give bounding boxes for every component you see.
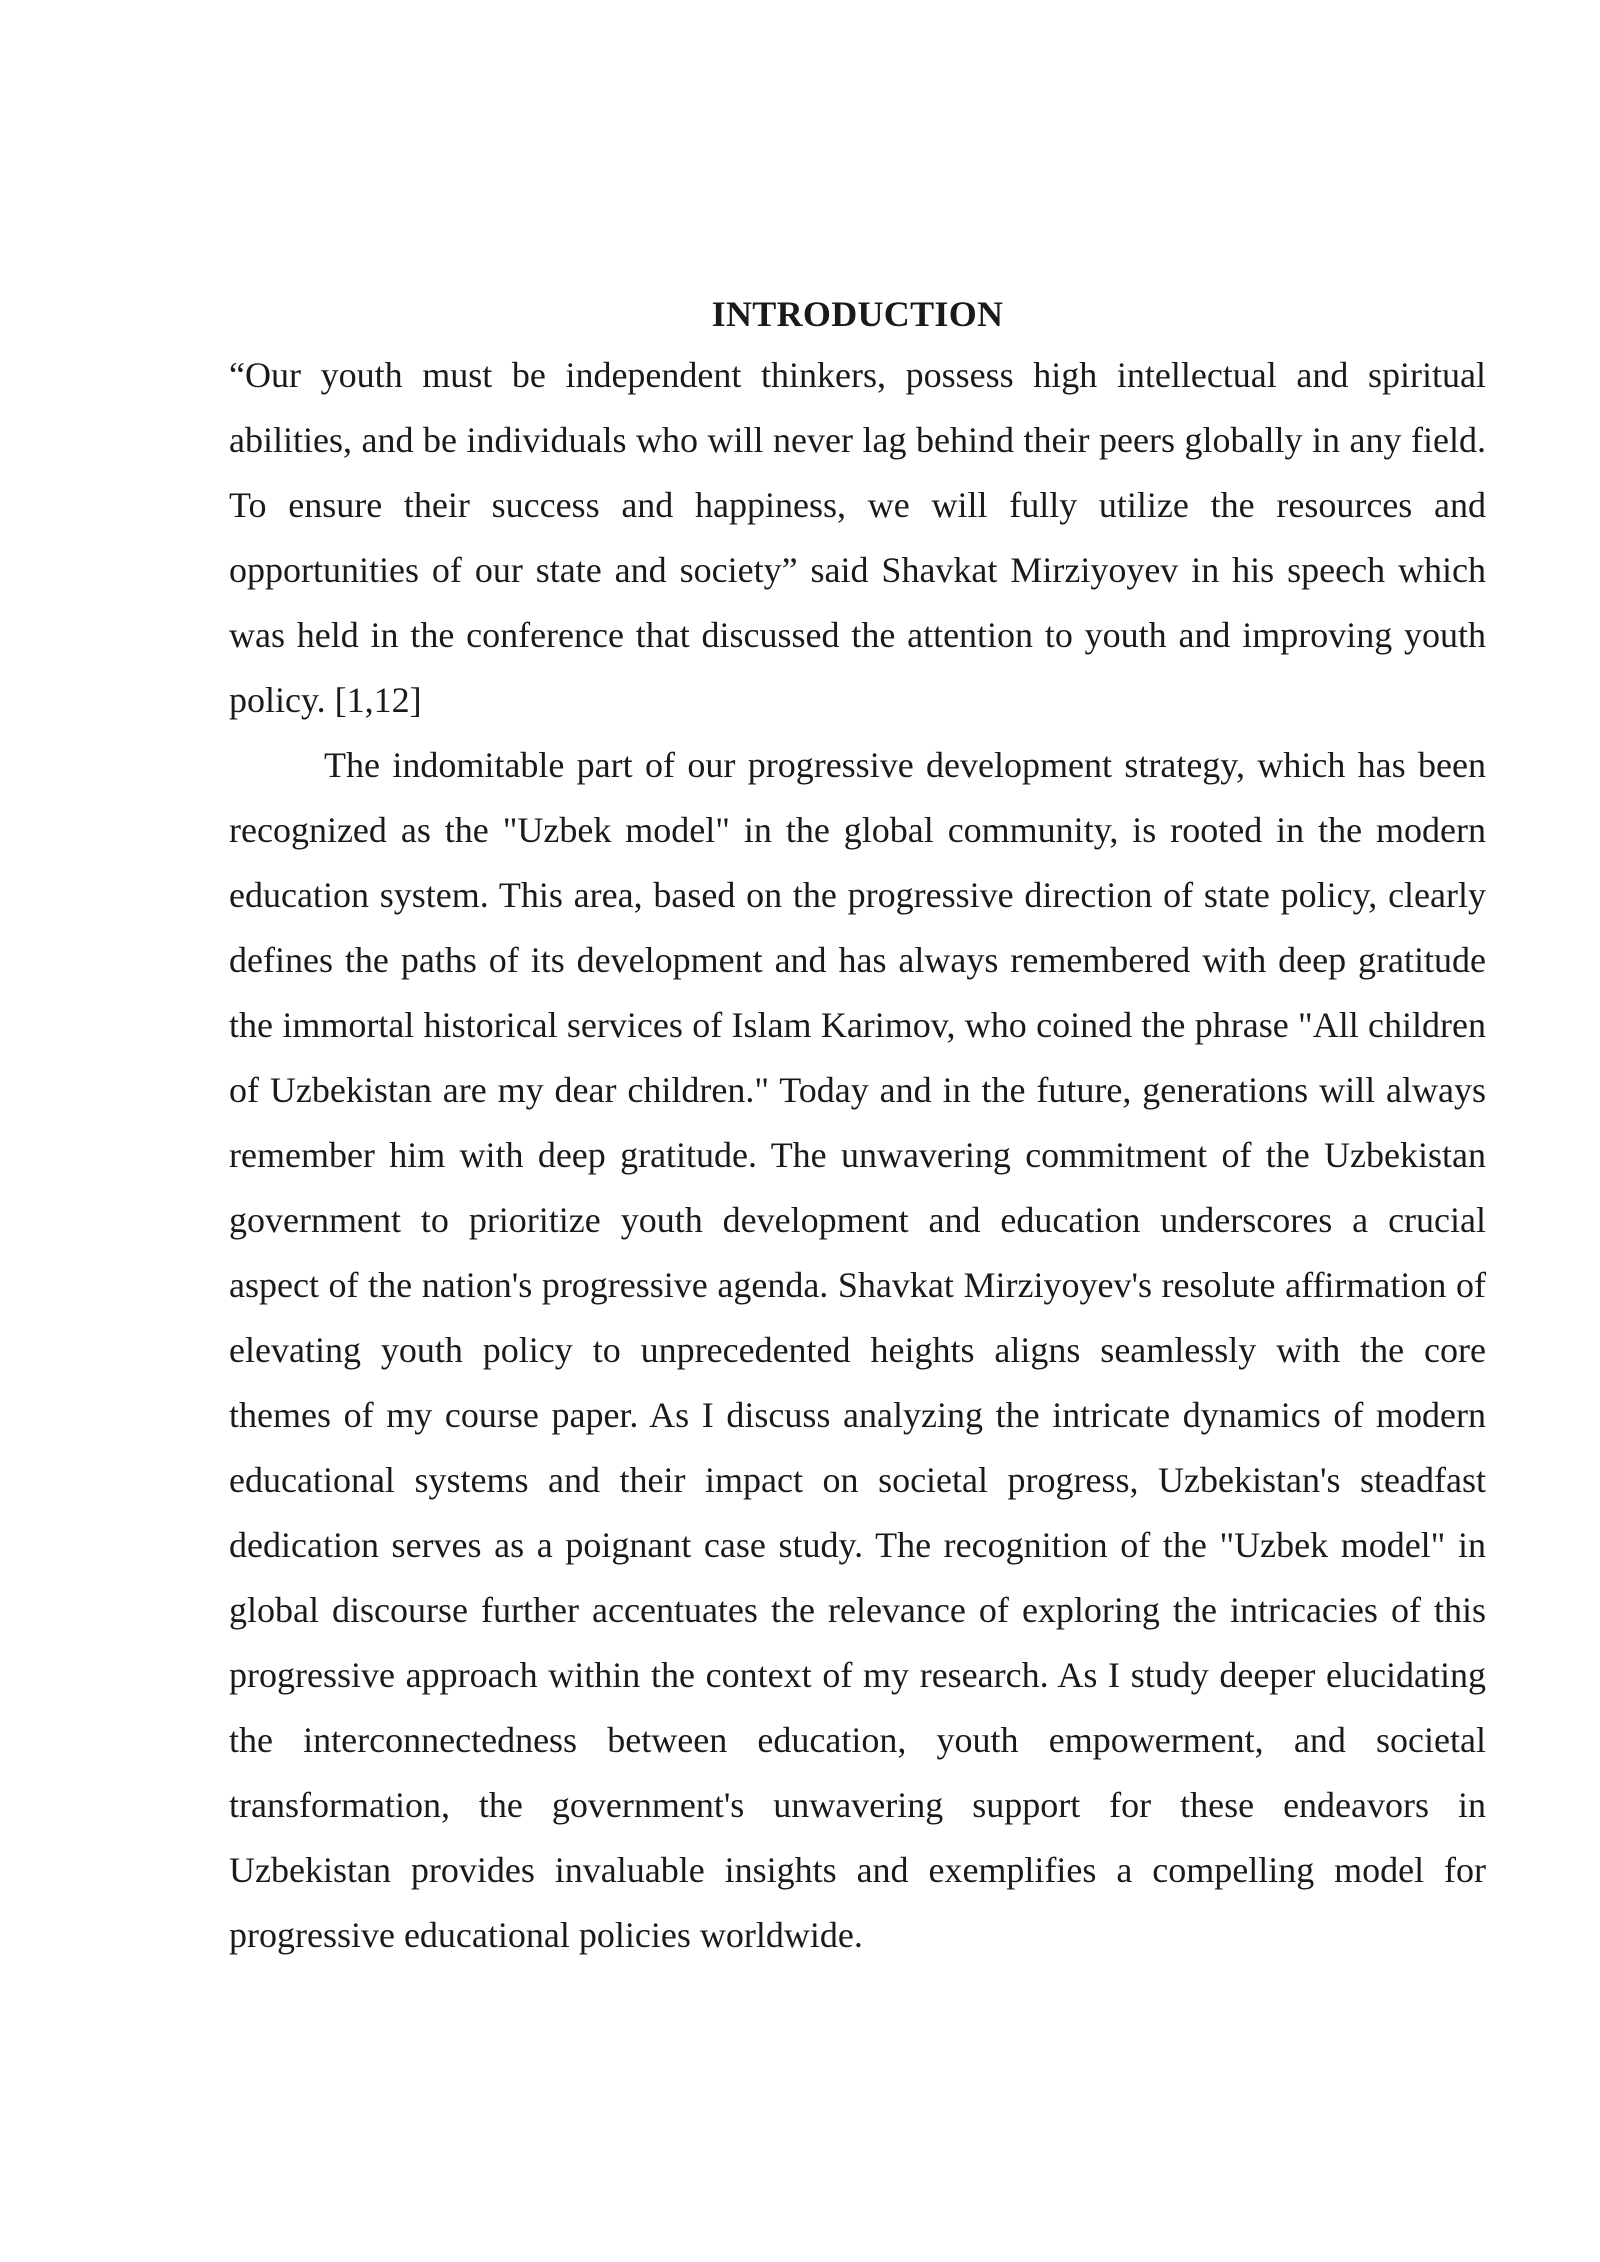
document-body	[229, 285, 1486, 1968]
body-paragraph: The indomitable part of our progressive development strategy, which has been recognized as the "Uzbek model" in the global community, is rooted in the modern education system. This area, based on the progressive direction of state policy, clearly defines the paths of its development and has always remembered with deep gratitude the immortal historical services of Islam Karimov, who coined the phrase "All children of Uzbekistan are my dear children." Today and in the future, generations will always remember him with deep gratitude. The unwavering commitment of the Uzbekistan government to prioritize youth development and education underscores a crucial aspect of the nation's progressive agenda. Shavkat Mirziyoyev's resolute affirmation of elevating youth policy to unprecedented heights aligns seamlessly with the core themes of my course paper. As I discuss analyzing the intricate dynamics of modern educational systems and their impact on societal progress, Uzbekistan's steadfast dedication serves as a poignant case study. The recognition of the "Uzbek model" in global discourse further accentuates the relevance of exploring the intricacies of this progressive approach within the context of my research. As I study deeper elucidating the interconnectedness between education, youth empowerment, and societal transformation, the government's unwavering support for these endeavors in Uzbekistan provides invaluable insights and exemplifies a compelling model for progressive educational policies worldwide.	[229, 745, 1486, 1955]
section-heading: INTRODUCTION	[711, 294, 1004, 334]
quote-paragraph: “Our youth must be independent thinkers, possess high intellectual and spiritual abilities, and be individuals who will never lag behind their peers globally in any field. To ensure their success and happiness, we will fully utilize the resources and opportunities of our state and society” said Shavkat Mirziyoyev in his speech which was held in the conference that discussed the attention to youth and improving youth policy. [1,12]	[229, 355, 1486, 720]
